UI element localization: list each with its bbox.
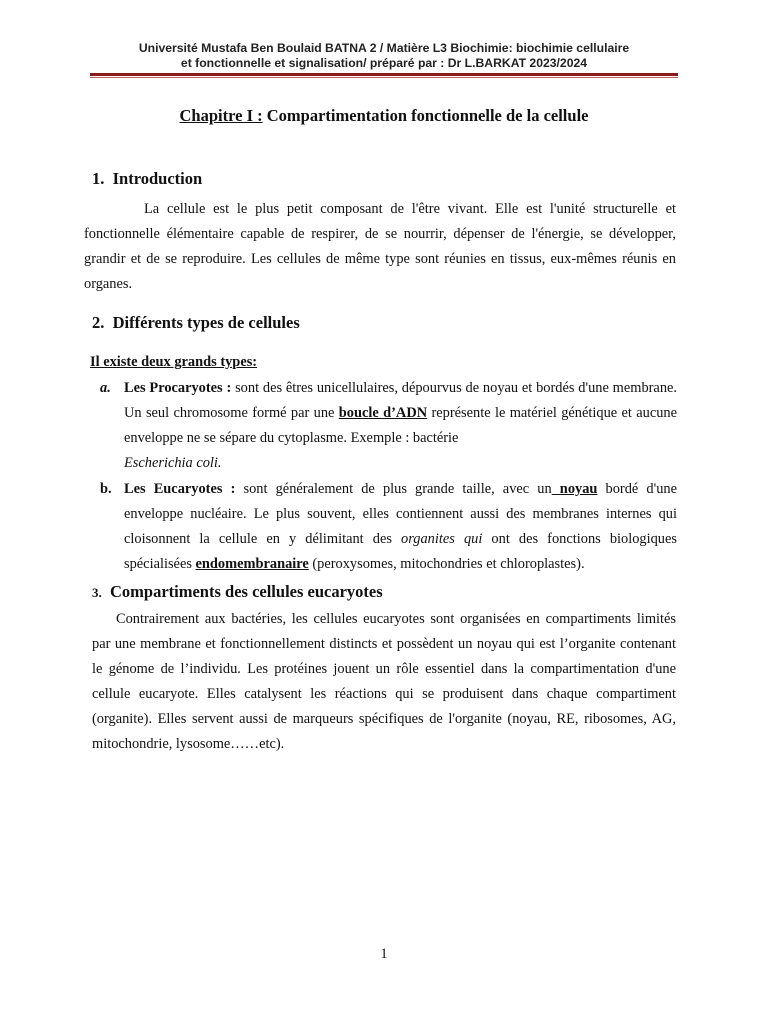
section-3-title: Compartiments des cellules eucaryotes (110, 582, 383, 601)
section-2-heading (92, 313, 300, 333)
item-b-emphasis-endomembranaire: endomembranaire (195, 556, 309, 572)
item-eucaryotes: Les Eucaryotes : sont généralement de plus grande taille, avec un noyau bordé d'une enveloppe nucléaire. Le plus souvent, elles contiennent aussi des membranes internes qui cloisonnent la cellule en y délimitant des organites qui ont des fonctions biologiques spécialisées endomembranaire (peroxysomes, mitochondries et chloroplastes). (124, 481, 677, 572)
section-2-number: 2. (92, 313, 105, 332)
section-3-body: Contrairement aux bactéries, les cellules eucaryotes sont organisées en compartiments limités par une membrane et fonctionnellement distincts et possèdent un noyau qui est l’organite contenant le génome de l’individu. Les protéines jouent un rôle essentiel dans la compartimentation d'une cellule eucaryote. Elles catalysent les réactions qui se produisent dans chaque compartiment (organite). Elles servent aussi de marqueurs spécifiques de l'organite (noyau, RE, ribosomes, AG, mitochondrie, lysosome……etc). (92, 611, 676, 752)
page-number: 1 (380, 946, 388, 962)
item-a-term: Les Procaryotes : (124, 380, 232, 396)
item-a-marker: a. (100, 380, 111, 396)
header-rule (90, 73, 678, 76)
chapter-label: Chapitre I : (179, 106, 263, 125)
section-1-heading (92, 169, 202, 189)
section-1-body: La cellule est le plus petit composant de l'être vivant. Elle est l'unité structurelle et fonctionnelle élémentaire capable de respirer, de se nourrir, dépenser de l'énergie, se développer, grandir et de se reproduire. Les cellules de même type sont réunies en tissus, eux-mêmes réunis en organes. (84, 201, 676, 292)
item-a-emphasis: boucle d’ADN (338, 405, 428, 421)
page-header (90, 41, 678, 71)
section-1-number: 1. (92, 169, 105, 188)
chapter-title (0, 106, 768, 126)
item-b-emphasis-noyau: noyau (551, 481, 598, 497)
item-b-italic: organites qui (401, 531, 483, 547)
header-line-1: Université Mustafa Ben Boulaid BATNA 2 / Matière L3 Biochimie: biochimie cellulaire (138, 41, 630, 55)
section-3-number: 3. (92, 585, 102, 600)
section-2-subheading: Il existe deux grands types: (90, 354, 258, 370)
chapter-title-text: Compartimentation fonctionnelle de la cellule (262, 106, 589, 125)
item-a-example: Escherichia coli. (124, 455, 222, 471)
section-3-heading (92, 582, 383, 602)
header-rule-thin (90, 77, 678, 78)
section-2-title: Différents types de cellules (112, 313, 300, 332)
item-b-marker: b. (100, 481, 112, 497)
item-b-term: Les Eucaryotes : (124, 481, 236, 497)
section-1-title: Introduction (112, 169, 203, 188)
item-procaryotes: Les Procaryotes : sont des êtres unicellulaires, dépourvus de noyau et bordés d'une membrane. Un seul chromosome formé par une boucle d’ADN représente le matériel génétique et aucune enveloppe ne se sépare du cytoplasme. Exemple : bactérie Escherichia coli. (124, 376, 677, 476)
header-line-2: et fonctionnelle et signalisation/ préparé par : Dr L.BARKAT 2023/2024 (180, 56, 588, 70)
